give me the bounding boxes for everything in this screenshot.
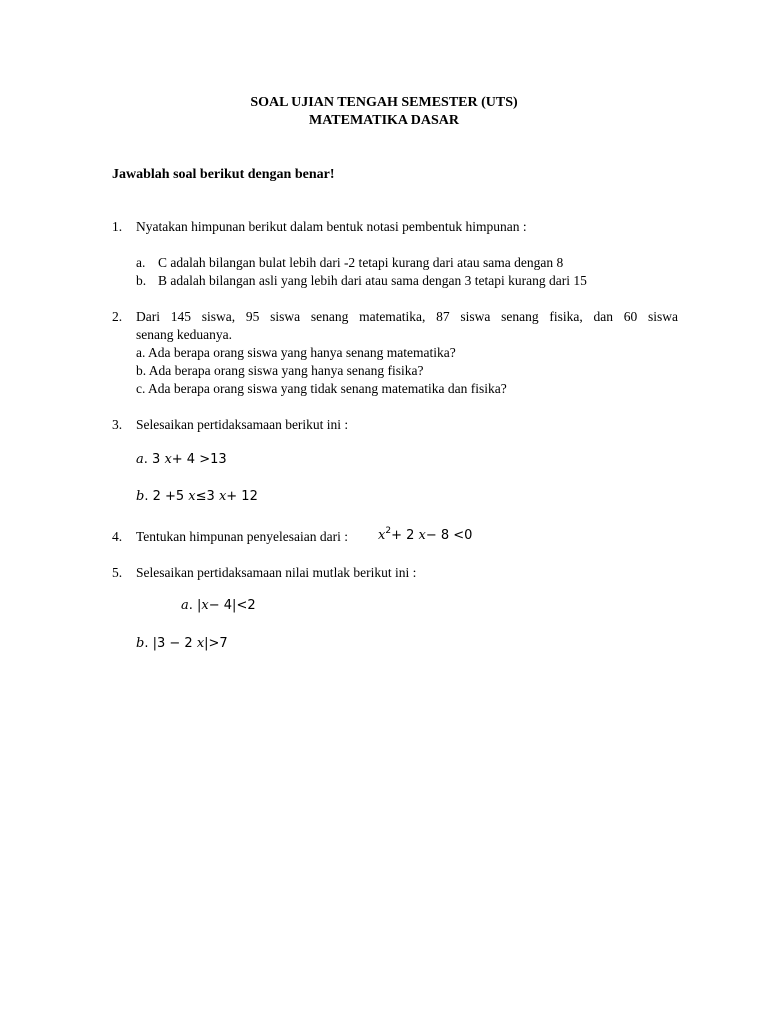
question-4-number: 4. <box>112 529 123 544</box>
question-3-number: 3. <box>112 417 123 432</box>
question-4-expr: $x^2+ 2$ x− 8 <0 <box>378 526 473 543</box>
question-5-number: 5. <box>112 565 123 580</box>
question-5-expr-b: b. |3 − 2 x|>7 <box>136 636 228 651</box>
question-1-item-b: B adalah bilangan asli yang lebih dari atau sama dengan 3 tetapi kurang dari 15 <box>158 273 587 288</box>
exam-subject: MATEMATIKA DASAR <box>309 113 459 128</box>
question-3-expr-a: a. 3 x+ 4 >13 <box>136 452 227 467</box>
question-2-text-line2: senang keduanya. <box>136 327 232 342</box>
question-1-text: Nyatakan himpunan berikut dalam bentuk notasi pembentuk himpunan : <box>136 219 527 234</box>
question-2-item-a: a. Ada berapa orang siswa yang hanya senang matematika? <box>136 345 456 360</box>
question-1-number: 1. <box>112 219 123 234</box>
question-2-item-b: b. Ada berapa orang siswa yang hanya senang fisika? <box>136 363 424 378</box>
question-5-text: Selesaikan pertidaksamaan nilai mutlak berikut ini : <box>136 565 417 580</box>
question-3-text: Selesaikan pertidaksamaan berikut ini : <box>136 417 349 432</box>
question-5-expr-a: a. |x− 4|<2 <box>181 598 256 613</box>
question-2-number: 2. <box>112 309 123 324</box>
question-1-item-a: C adalah bilangan bulat lebih dari -2 tetapi kurang dari atau sama dengan 8 <box>158 255 564 270</box>
question-4-text: Tentukan himpunan penyelesaian dari : <box>136 529 348 544</box>
question-2-item-c: c. Ada berapa orang siswa yang tidak senang matematika dan fisika? <box>136 381 507 396</box>
exam-title: SOAL UJIAN TENGAH SEMESTER (UTS) <box>250 95 518 110</box>
question-3-expr-b: b. 2 +5 x≤3 x+ 12 <box>136 489 258 504</box>
question-1-item-a-label: a. <box>136 255 146 270</box>
question-1-item-b-label: b. <box>136 273 147 288</box>
question-2-text-line1: Dari 145 siswa, 95 siswa senang matematika, 87 siswa senang fisika, dan 60 siswa <box>136 309 678 324</box>
instruction: Jawablah soal berikut dengan benar! <box>112 167 335 182</box>
